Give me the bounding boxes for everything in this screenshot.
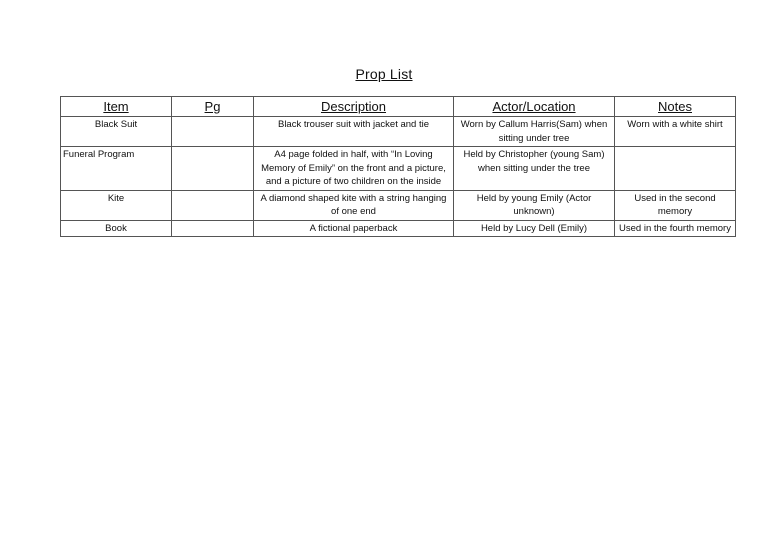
cell-notes: Used in the fourth memory (615, 220, 736, 237)
cell-pg (172, 147, 254, 191)
cell-pg (172, 190, 254, 220)
table-row (61, 220, 736, 237)
cell-actor-location: Held by Christopher (young Sam) when sitting under the tree (454, 147, 615, 191)
cell-description: Black trouser suit with jacket and tie (254, 117, 454, 147)
cell-description: A fictional paperback (254, 220, 454, 237)
cell-item: Black Suit (61, 117, 172, 147)
table-header-row (61, 97, 736, 117)
cell-notes (615, 147, 736, 191)
cell-pg (172, 220, 254, 237)
column-header-description: Description (254, 97, 454, 117)
cell-actor-location: Worn by Callum Harris(Sam) when sitting under tree (454, 117, 615, 147)
cell-description: A diamond shaped kite with a string hanging of one end (254, 190, 454, 220)
cell-item: Funeral Program (61, 147, 172, 191)
cell-notes: Used in the second memory (615, 190, 736, 220)
column-header-notes: Notes (615, 97, 736, 117)
table-row (61, 147, 736, 191)
prop-table (60, 96, 736, 237)
cell-pg (172, 117, 254, 147)
column-header-actor-location: Actor/Location (454, 97, 615, 117)
column-header-item: Item (61, 97, 172, 117)
cell-description: A4 page folded in half, with “In Loving Memory of Emily” on the front and a picture, and a picture of two children on the inside (254, 147, 454, 191)
table-row (61, 190, 736, 220)
page-title: Prop List (355, 66, 413, 82)
cell-notes: Worn with a white shirt (615, 117, 736, 147)
cell-actor-location: Held by Lucy Dell (Emily) (454, 220, 615, 237)
cell-item: Kite (61, 190, 172, 220)
cell-item: Book (61, 220, 172, 237)
table-row (61, 117, 736, 147)
column-header-pg: Pg (172, 97, 254, 117)
cell-actor-location: Held by young Emily (Actor unknown) (454, 190, 615, 220)
